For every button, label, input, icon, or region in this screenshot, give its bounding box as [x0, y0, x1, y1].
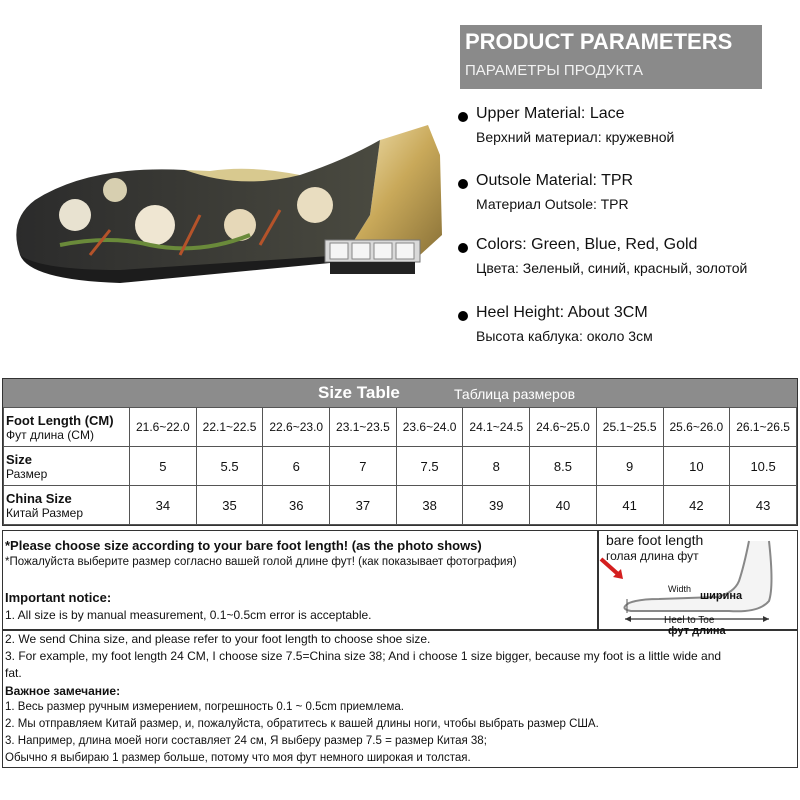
table-cell: 8 [463, 447, 530, 486]
bullet-icon [458, 311, 468, 321]
foot-width-label-en: Width [668, 584, 692, 594]
table-row-size [4, 447, 797, 486]
params-title: PRODUCT PARAMETERS [465, 29, 733, 54]
table-cell: 7 [330, 447, 397, 486]
choose-size-note-ru: *Пожалуйста выберите размер согласно вашей голой длине фут! (как показывает фотография) [5, 556, 517, 568]
table-cell: 5 [130, 447, 197, 486]
table-cell: 10 [663, 447, 730, 486]
table-cell: 24.6~25.0 [530, 408, 597, 447]
table-cell: 8.5 [530, 447, 597, 486]
row-header-en: Size [6, 451, 33, 467]
ru-notice-title: Важное замечание: [5, 684, 121, 698]
table-cell: 22.1~22.5 [196, 408, 263, 447]
table-cell: 25.6~26.0 [663, 408, 730, 447]
product-image [0, 95, 445, 325]
size-table-subtitle: Таблица размеров [454, 386, 576, 402]
table-cell: 5.5 [196, 447, 263, 486]
table-row-china-size [4, 486, 797, 525]
param-ru: Цвета: Зеленый, синий, красный, золотой [476, 260, 748, 276]
params-subtitle: ПАРАМЕТРЫ ПРОДУКТА [465, 62, 643, 79]
ru-notice-3: 3. Например, длина моей ноги составляет 24 см, Я выберу размер 7.5 = размер Китая 38; [5, 735, 487, 747]
bullet-icon [458, 243, 468, 253]
param-en: Upper Material: Lace [476, 105, 625, 122]
row-header [4, 408, 130, 447]
foot-diagram-label-en: bare foot length [606, 532, 704, 548]
param-en: Colors: Green, Blue, Red, Gold [476, 236, 698, 253]
bullet-icon [458, 179, 468, 189]
param-en: Heel Height: About 3CM [476, 304, 648, 321]
table-cell: 22.6~23.0 [263, 408, 330, 447]
row-header [4, 447, 130, 486]
table-cell: 42 [663, 486, 730, 525]
important-notice-3b: fat. [5, 666, 22, 680]
table-cell: 6 [263, 447, 330, 486]
table-cell: 37 [330, 486, 397, 525]
param-en: Outsole Material: TPR [476, 172, 634, 189]
table-cell: 24.1~24.5 [463, 408, 530, 447]
ru-notice-2: 2. Мы отправляем Китай размер, и, пожалуйста, обратитесь к вашей длины ноги, чтобы выбрать размер США. [5, 718, 599, 730]
important-notice-3a: 3. For example, my foot length 24 CM, I choose size 7.5=China size 38; And i choose 1 size bigger, because my foot is a little wide and [5, 649, 722, 663]
table-cell: 10.5 [730, 447, 797, 486]
row-header [4, 486, 130, 525]
ru-notice-1: 1. Весь размер ручным измерением, погрешность 0.1 ~ 0.5cm приемлема. [5, 701, 404, 713]
row-header-ru: Размер [6, 466, 48, 481]
shoe-illustration [0, 95, 445, 325]
table-cell: 9 [596, 447, 663, 486]
foot-length-label-en: Heel to Toe [664, 615, 715, 626]
table-cell: 43 [730, 486, 797, 525]
important-notice-2: 2. We send China size, and please refer to your foot length to choose shoe size. [5, 632, 431, 646]
table-cell: 26.1~26.5 [730, 408, 797, 447]
table-cell: 35 [196, 486, 263, 525]
important-notice-1: 1. All size is by manual measurement, 0.1~0.5cm error is acceptable. [5, 608, 372, 622]
table-cell: 21.6~22.0 [130, 408, 197, 447]
table-cell: 38 [396, 486, 463, 525]
table-cell: 7.5 [396, 447, 463, 486]
foot-width-label-ru: ширина [700, 590, 743, 602]
bullet-icon [458, 112, 468, 122]
table-cell: 39 [463, 486, 530, 525]
table-cell: 41 [596, 486, 663, 525]
table-cell: 23.1~23.5 [330, 408, 397, 447]
row-header-en: China Size [6, 490, 72, 506]
size-table-header [3, 379, 797, 407]
table-cell: 23.6~24.0 [396, 408, 463, 447]
size-table [3, 407, 797, 525]
table-cell: 34 [130, 486, 197, 525]
row-header-ru: Китай Размер [6, 505, 84, 520]
size-table-title: Size Table [318, 383, 400, 402]
param-ru: Высота каблука: около 3см [476, 328, 653, 344]
table-row-foot-length [4, 408, 797, 447]
ru-notice-4: Обычно я выбираю 1 размер больше, потому что моя фут немного широкая и толстая. [5, 752, 471, 764]
row-header-en: Foot Length (CM) [6, 412, 114, 428]
row-header-ru: Фут длина (CM) [6, 427, 94, 442]
table-cell: 25.1~25.5 [596, 408, 663, 447]
choose-size-note-en: *Please choose size according to your bare foot length! (as the photo shows) [5, 538, 482, 553]
param-ru: Верхний материал: кружевной [476, 129, 675, 145]
important-notice-title: Important notice: [5, 590, 112, 605]
table-cell: 36 [263, 486, 330, 525]
foot-diagram-label-ru: голая длина фут [606, 549, 699, 563]
table-cell: 40 [530, 486, 597, 525]
foot-length-label-ru: фут длина [668, 625, 726, 637]
param-ru: Материал Outsole: TPR [476, 196, 629, 212]
